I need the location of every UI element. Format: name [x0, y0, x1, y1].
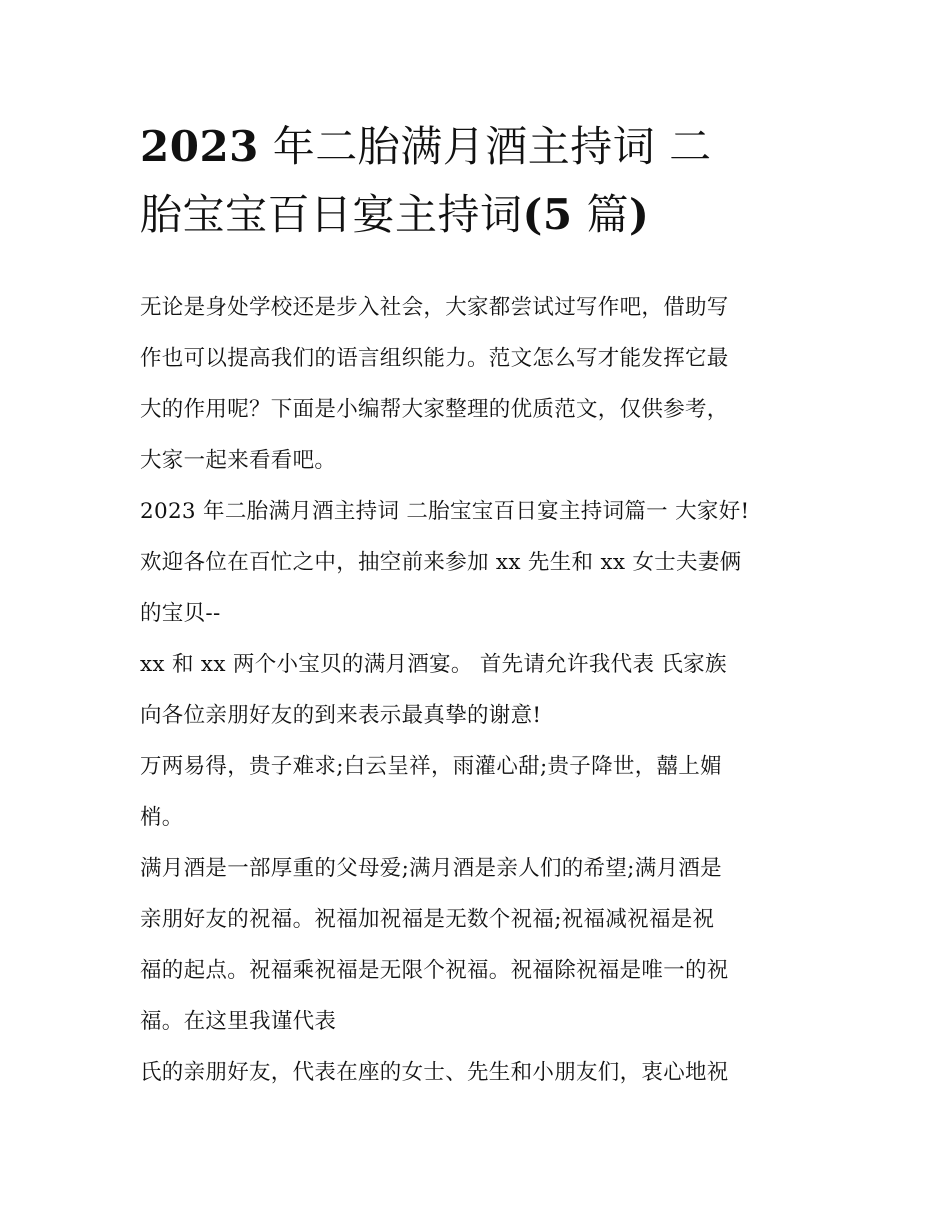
document-body: [140, 282, 830, 1098]
title-line-1: 2023 年二胎满月酒主持词 二: [140, 122, 712, 171]
title-line-2: 胎宝宝百日宴主持词(5 篇): [140, 190, 650, 239]
blessing-couplet-paragraph: 万两易得，贵子难求;白云呈祥，雨灌心甜;贵子降世，囍上媚 梢。: [140, 754, 722, 830]
intro-paragraph: 无论是身处学校还是步入社会，大家都尝试过写作吧，借助写 作也可以提高我们的语言组织能力。范文怎么写才能发挥它最 大的作用呢？下面是小编帮大家整理的优质范文，仅供参考， 大家一起来看看吧。: [140, 295, 729, 473]
document-title: [140, 113, 840, 249]
full-moon-wine-paragraph: 满月酒是一部厚重的父母爱;满月酒是亲人们的希望;满月酒是 亲朋好友的祝福。祝福加祝福是无数个祝福;祝福减祝福是祝 福的起点。祝福乘祝福是无限个祝福。祝福除祝福是唯一的祝 福。在这里我谨代表: [140, 856, 729, 1034]
closing-paragraph: 氏的亲朋好友，代表在座的女士、先生和小朋友们，衷心地祝: [140, 1060, 729, 1085]
thanks-paragraph: xx 和 xx 两个小宝贝的满月酒宴。 首先请允许我代表 氏家族 向各位亲朋好友的到来表示最真挚的谢意!: [140, 652, 727, 728]
greeting-paragraph: 2023 年二胎满月酒主持词 二胎宝宝百日宴主持词篇一 大家好! 欢迎各位在百忙之中，抽空前来参加 xx 先生和 xx 女士夫妻俩 的宝贝--: [140, 499, 750, 626]
